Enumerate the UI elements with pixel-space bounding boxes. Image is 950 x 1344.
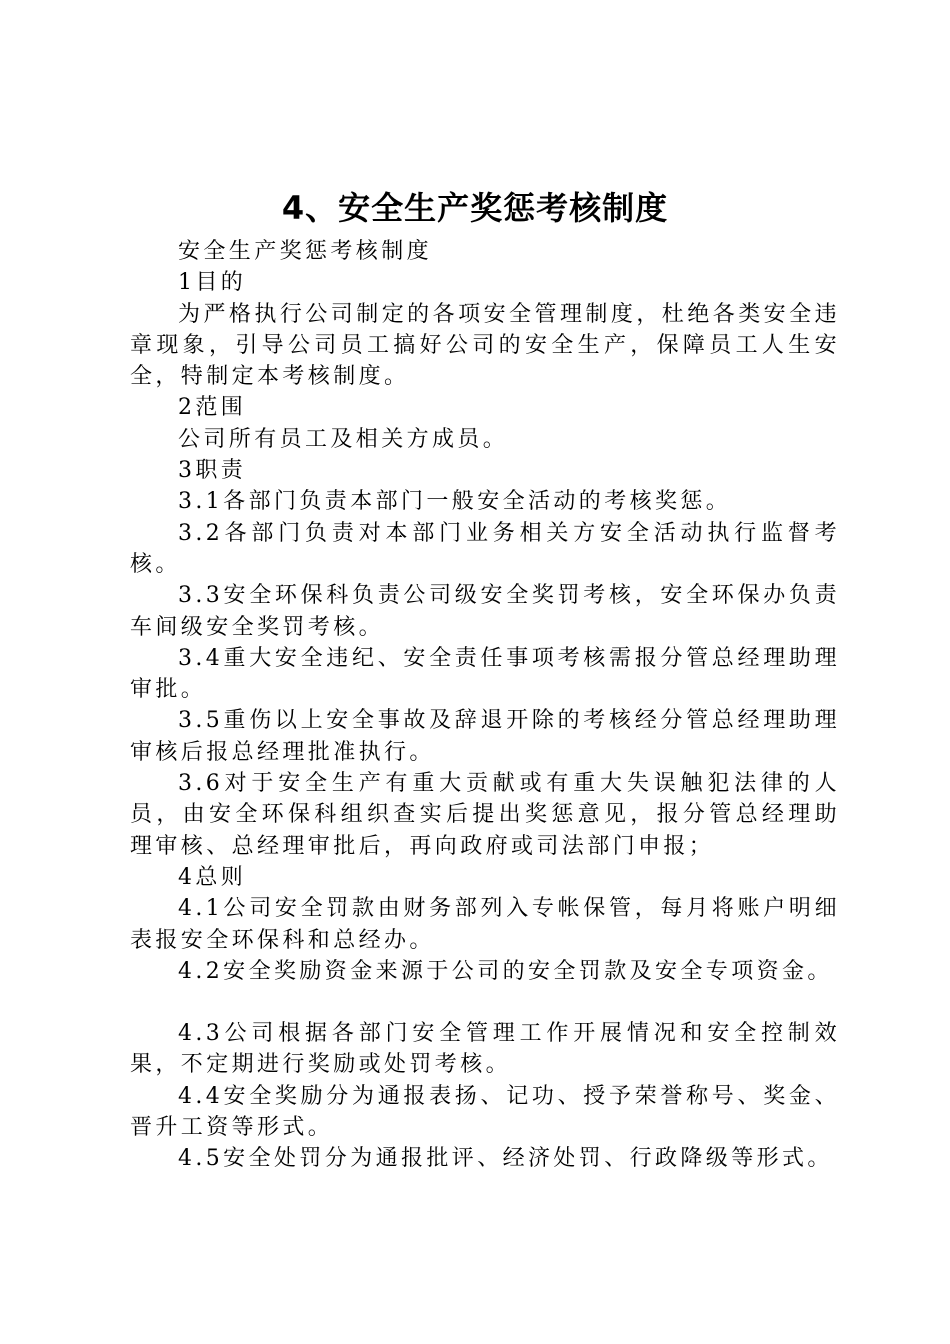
clause-4-2: 4.2安全奖励资金来源于公司的安全罚款及安全专项资金。 xyxy=(178,958,833,984)
section-heading-general: 4总则 xyxy=(178,864,247,890)
clause-4-3: 4.3公司根据各部门安全管理工作开展情况和安全控制效果，不定期进行奖励或处罚考核。 xyxy=(130,1021,840,1078)
clause-3-3: 3.3安全环保科负责公司级安全奖罚考核，安全环保办负责车间级安全奖罚考核。 xyxy=(130,583,840,640)
clause-4-1: 4.1公司安全罚款由财务部列入专帐保管，每月将账户明细表报安全环保科和总经办。 xyxy=(130,896,840,953)
clause-4-4: 4.4安全奖励分为通报表扬、记功、授予荣誉称号、奖金、晋升工资等形式。 xyxy=(130,1083,840,1141)
document-title: 4、安全生产奖惩考核制度 xyxy=(281,189,669,227)
paragraph-scope: 公司所有员工及相关方成员。 xyxy=(178,426,509,452)
paragraph-subtitle: 安全生产奖惩考核制度 xyxy=(178,239,433,264)
clause-3-2: 3.2各部门负责对本部门业务相关方安全活动执行监督考核。 xyxy=(130,520,840,577)
clause-4-5: 4.5安全处罚分为通报批评、经济处罚、行政降级等形式。 xyxy=(178,1146,833,1172)
clause-3-5: 3.5重伤以上安全事故及辞退开除的考核经分管总经理助理审核后报总经理批准执行。 xyxy=(130,708,840,765)
section-heading-purpose: 1目的 xyxy=(178,270,247,296)
section-heading-responsibilities: 3职责 xyxy=(178,458,247,484)
paragraph-purpose: 为严格执行公司制定的各项安全管理制度，杜绝各类安全违章现象，引导公司员工搞好公司的安全生产，保障员工人生安全，特制定本考核制度。 xyxy=(130,301,840,390)
clause-3-4: 3.4重大安全违纪、安全责任事项考核需报分管总经理助理审批。 xyxy=(130,645,840,703)
clause-3-6: 3.6对于安全生产有重大贡献或有重大失误触犯法律的人员，由安全环保科组织查实后提出奖惩意见，报分管总经理助理审核、总经理审批后，再向政府或司法部门申报； xyxy=(130,771,840,859)
clause-3-1: 3.1各部门负责本部门一般安全活动的考核奖惩。 xyxy=(178,489,732,515)
section-heading-scope: 2范围 xyxy=(178,395,247,421)
document-body xyxy=(130,236,840,1175)
